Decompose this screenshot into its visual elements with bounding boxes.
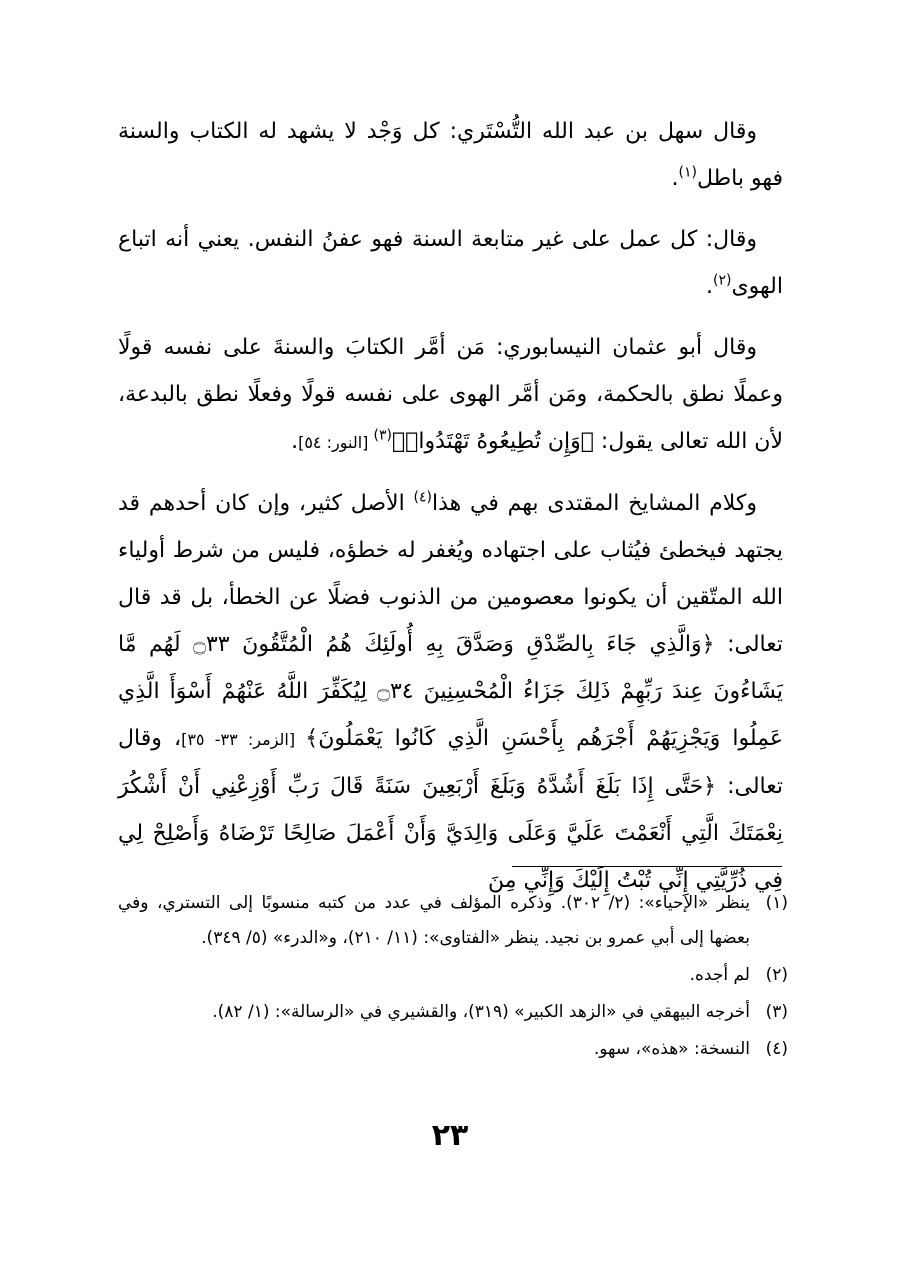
paragraph-text-continued: الأصل كثير، وإن كان أحدهم قد يجتهد فيخطئ فيُثاب على اجتهاده ويُغفر له خطؤه، فليس من شرط أولياء الله المتّقين أن يكونوا معصومين من الذنوب فضلًا عن الخطأ، بل قد قال تعالى: [118, 491, 783, 657]
paragraph-mashayikh [118, 480, 783, 904]
footnote-marker[interactable]: (٤) [413, 489, 432, 506]
quran-verse: ﴿حَتَّى إِذَا بَلَغَ أَشُدَّهُ وَبَلَغَ أَرْبَعِينَ سَنَةً قَالَ رَبِّ أَوْزِعْنِي أَنْ أَشْكُرَ نِعْمَتَكَ الَّتِي أَنْعَمْتَ عَلَيَّ وَعَلَى وَالِدَيَّ وَأَنْ أَعْمَلَ صَالِحًا تَرْضَاهُ وَأَصْلِحْ لِي فِي ذُرِّيَّتِي إِنِّي تُبْتُ إِلَيْكَ وَإِنِّي مِنَ [118, 774, 783, 893]
footnote-separator [512, 866, 782, 867]
footnote-item [118, 886, 788, 956]
footnote-number: (١) [765, 893, 788, 913]
paragraph-tail: . [291, 429, 299, 454]
footnote-text: لم أجده. [689, 965, 750, 985]
footnote-text: ينظر «الإحياء»: (٢/ ٣٠٢). وذكره المؤلف في عدد من كتبه منسوبًا إلى التستري، وفي بعضها إلى أبي عمرو بن نجيد. ينظر «الفتاوى»: (١١/ ٢١٠)، و«الدرء» (٥/ ٣٤٩). [118, 893, 750, 948]
footnote-marker[interactable]: (١) [678, 164, 697, 181]
paragraph-text: وقال سهل بن عبد الله التُّسْتَري: كل وَجْد لا يشهد له الكتاب والسنة فهو باطل [118, 119, 783, 191]
paragraph-amal [118, 216, 783, 310]
footnote-item [118, 995, 788, 1030]
paragraph-tail: . [705, 274, 713, 299]
footnote-text: النسخة: «هذه»، سهو. [593, 1039, 750, 1059]
paragraph-text: وقال أبو عثمان النيسابوري: مَن أمَّر الكتابَ والسنةَ على نفسه قولًا وعملًا نطق بالحكمة، ومَن أمَّر الهوى على نفسه قولًا وفعلًا نطق بالبدعة، لأن الله تعالى يقول: [118, 335, 783, 454]
footnote-text: أخرجه البيهقي في «الزهد الكبير» (٣١٩)، والقشيري في «الرسالة»: (١/ ٨٢). [212, 1002, 750, 1022]
main-text [118, 108, 783, 918]
footnote-number: (٢) [765, 965, 788, 985]
footnotes [118, 886, 788, 1069]
paragraph-text: وكلام المشايخ المقتدى بهم في هذا [431, 491, 757, 516]
quran-verse: ﴿وَالَّذِي جَاءَ بِالصِّدْقِ وَصَدَّقَ بِهِ أُولَئِكَ هُمُ الْمُتَّقُونَ ۝٣٣ لَهُم مَّا يَشَاءُونَ عِندَ رَبِّهِمْ ذَلِكَ جَزَاءُ الْمُحْسِنِينَ ۝٣٤ لِيُكَفِّرَ اللَّهُ عَنْهُمْ أَسْوَأَ الَّذِي عَمِلُوا وَيَجْزِيَهُمْ أَجْرَهُم بِأَحْسَنِ الَّذِي كَانُوا يَعْمَلُونَ﴾ [118, 632, 784, 751]
verse-reference: [النور: ٥٤] [298, 433, 374, 452]
paragraph-sahl [118, 108, 783, 202]
paragraph-tail: . [671, 166, 679, 191]
footnote-marker[interactable]: (٢) [712, 272, 732, 289]
footnote-number: (٤) [765, 1039, 788, 1059]
footnote-number: (٣) [765, 1002, 788, 1022]
paragraph-text: وقال: كل عمل على غير متابعة السنة فهو عفنُ النفس. يعني أنه اتباع الهوى [118, 227, 783, 299]
verse-reference: [الزمر: ٣٣- ٣٥] [181, 730, 306, 749]
page-number: ٢٣ [431, 1118, 469, 1153]
footnote-item [118, 958, 788, 993]
paragraph-abu-uthman [118, 324, 783, 466]
footnote-marker[interactable]: (٣) [373, 427, 392, 444]
paragraph-text-continued: ، وقال تعالى: [118, 726, 783, 799]
footnote-item [118, 1032, 788, 1067]
quran-verse: ﴿وَإِن تُطِيعُوهُ تَهْتَدُوا۟﴾ [391, 429, 594, 454]
